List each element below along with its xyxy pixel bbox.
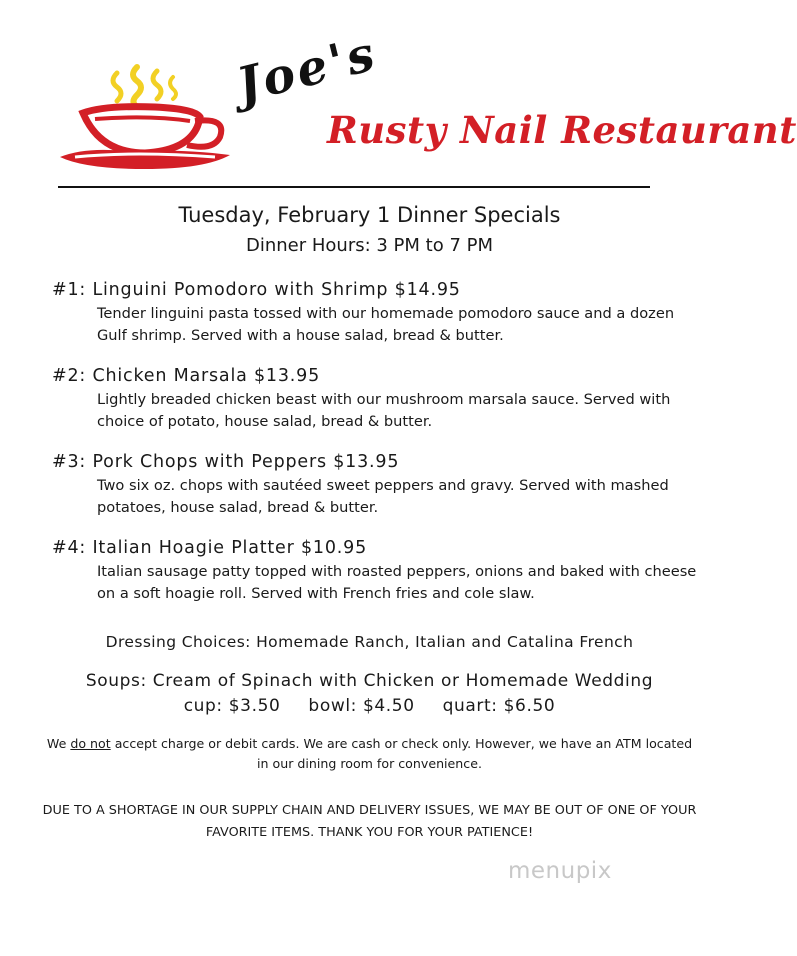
- soup-price-cup: cup: $3.50: [183, 696, 281, 716]
- special-item: [52, 537, 702, 605]
- special-item: [52, 365, 702, 433]
- special-description: Two six oz. chops with sautéed sweet peppers and gravy. Served with mashed potatoes, house salad, bread & butter.: [97, 477, 669, 516]
- special-item: [52, 279, 702, 347]
- logo-joes-text: Joe's: [231, 25, 383, 115]
- header-divider: [58, 186, 650, 188]
- payment-emphasis: do not: [70, 736, 111, 751]
- watermark: menupix: [508, 858, 612, 884]
- payment-suffix: accept charge or debit cards. We are cash or check only. However, we have an ATM located in our dining room for convenience.: [110, 736, 693, 771]
- special-title: #3: Pork Chops with Peppers $13.95: [52, 452, 400, 472]
- restaurant-logo: [55, 25, 797, 180]
- soups-line: Soups: Cream of Spinach with Chicken or Homemade Wedding: [85, 671, 654, 691]
- dressing-choices: Dressing Choices: Homemade Ranch, Italian and Catalina French: [105, 633, 634, 651]
- special-title: #4: Italian Hoagie Platter $10.95: [52, 538, 368, 558]
- special-description: Tender linguini pasta tossed with our homemade pomodoro sauce and a dozen Gulf shrimp. Served with a house salad, bread & butter.: [97, 305, 675, 344]
- soup-prices: [0, 694, 739, 719]
- special-title: #1: Linguini Pomodoro with Shrimp $14.95: [52, 280, 461, 300]
- soup-price-quart: quart: $6.50: [442, 696, 556, 716]
- special-description: Lightly breaded chicken beast with our mushroom marsala sauce. Served with choice of potato, house salad, bread & butter.: [97, 391, 671, 430]
- soups-section: [0, 669, 739, 719]
- dinner-hours: Dinner Hours: 3 PM to 7 PM: [245, 235, 494, 256]
- special-item: [52, 451, 702, 519]
- coffee-cup-icon: [55, 65, 235, 175]
- payment-prefix: We: [46, 736, 71, 751]
- special-title: #2: Chicken Marsala $13.95: [52, 366, 321, 386]
- supply-notice: DUE TO A SHORTAGE IN OUR SUPPLY CHAIN AND DELIVERY ISSUES, WE MAY BE OUT OF ONE OF YOUR FAVORITE ITEMS. THANK YOU FOR YOUR PATIENCE!: [42, 803, 697, 840]
- soup-price-bowl: bowl: $4.50: [308, 696, 415, 716]
- logo-restaurant-name: Rusty Nail Restaurant: [327, 108, 797, 152]
- page-title: Tuesday, February 1 Dinner Specials: [178, 203, 561, 227]
- payment-policy: [40, 734, 699, 774]
- special-description: Italian sausage patty topped with roasted peppers, onions and baked with cheese on a soft hoagie roll. Served with French fries and cole slaw.: [97, 563, 697, 602]
